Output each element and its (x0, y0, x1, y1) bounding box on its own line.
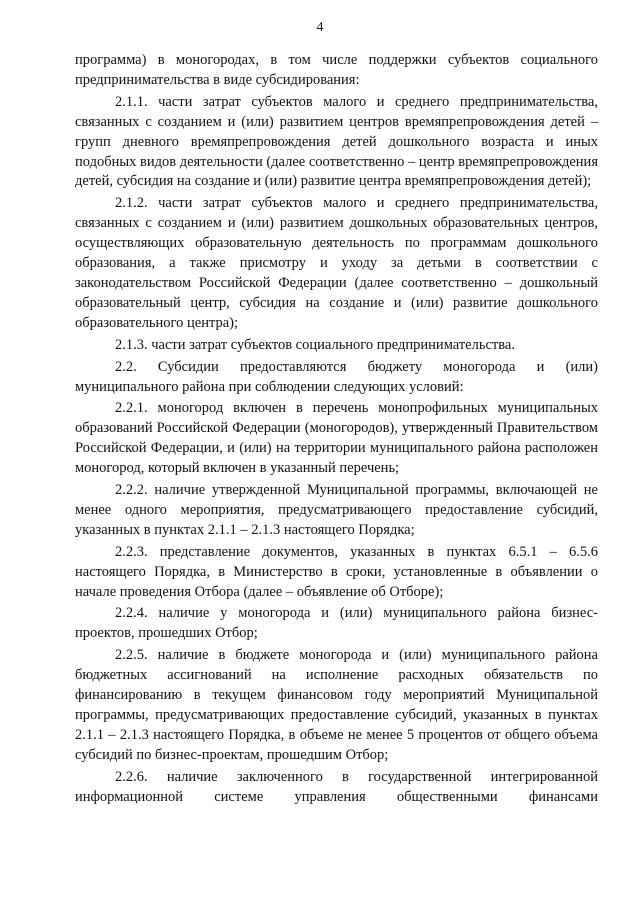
paragraph-2-2-4: 2.2.4. наличие у моногорода и (или) муниципального района бизнес-проектов, прошедших Отбор; (75, 605, 598, 642)
paragraph-continuation: программа) в моногородах, в том числе поддержки субъектов социального предпринимательства в виде субсидирования: (75, 52, 598, 88)
paragraph-2-2: 2.2. Субсидии предоставляются бюджету моногорода и (или) муниципального района при соблюдении следующих условий: (75, 358, 598, 395)
document-body (75, 51, 598, 808)
paragraph-2-2-6: 2.2.6. наличие заключенного в государственной интегрированной информационной системе управления общественными финансами (75, 768, 598, 805)
paragraph-2-2-3: 2.2.3. представление документов, указанных в пунктах 6.5.1 – 6.5.6 настоящего Порядка, в Министерство в сроки, установленные в объявлении о начале проведения Отбора (далее – объявление об Отборе); (75, 543, 598, 600)
paragraph-2-1-1: 2.1.1. части затрат субъектов малого и среднего предпринимательства, связанных с созданием и (или) развитием центров времяпрепровождения детей – групп дневного времяпрепровождения детей дошкольного возраста и иных подобных видов деятельности (далее соответственно – центр времяпрепровождения детей, субсидия на создание и (или) развитие центра времяпрепровождения детей); (75, 93, 598, 190)
paragraph-2-2-1: 2.2.1. моногород включен в перечень монопрофильных муниципальных образований Российской Федерации (моногородов), утвержденный Правительством Российской Федерации, и (или) на территории муниципального района расположен моногород, который включен в указанный перечень; (75, 400, 598, 477)
paragraph-2-1-3: 2.1.3. части затрат субъектов социального предпринимательства. (115, 336, 515, 353)
paragraph-2-2-2: 2.2.2. наличие утвержденной Муниципальной программы, включающей не менее одного мероприятия, предусматривающего предоставление субсидий, указанных в пунктах 2.1.1 – 2.1.3 настоящего Порядка; (75, 482, 598, 538)
page-number: 4 (316, 20, 324, 35)
paragraph-2-1-2: 2.1.2. части затрат субъектов малого и среднего предпринимательства, связанных с созданием и (или) развитием дошкольных образовательных центров, осуществляющих образовательную деятельность по программам дошкольного образования, а также присмотру и уходу за детьми в соответствии с законодательством Российской Федерации (далее соответственно – дошкольный образовательный центр, субсидия на создание и (или) развитие дошкольного образовательного центра); (75, 195, 598, 331)
paragraph-2-2-5: 2.2.5. наличие в бюджете моногорода и (или) муниципального района бюджетных ассигнований на исполнение расходных обязательств по финансированию в текущем финансовом году мероприятий Муниципальной программы, предусматривающих предоставление субсидий, указанных в пунктах 2.1.1 – 2.1.3 настоящего Порядка, в объеме не менее 5 процентов от общего объема субсидий по бизнес-проектам, прошедшим Отбор; (75, 647, 598, 763)
